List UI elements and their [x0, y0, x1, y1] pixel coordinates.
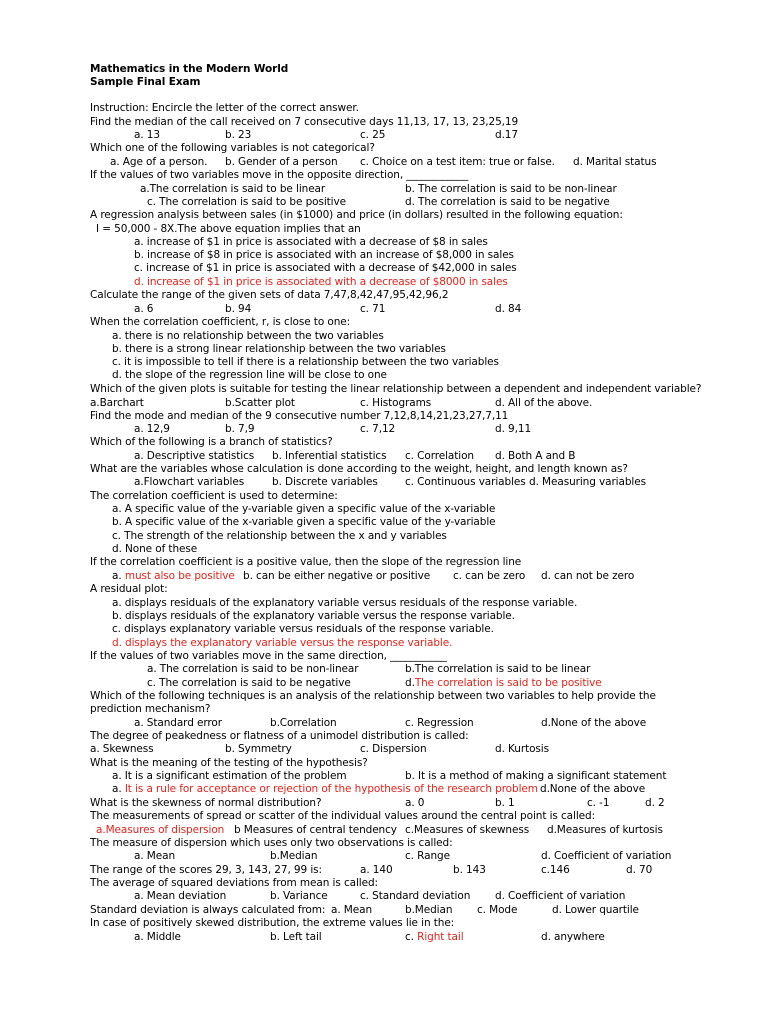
question-4: A regression analysis between sales (in $1000) and price (in dollars) resulted in the following equation:	[90, 209, 623, 221]
q5-option-a[interactable]: a. 6	[134, 303, 154, 315]
q5-option-c[interactable]: c. 71	[360, 303, 386, 315]
question-19: The measurements of spread or scatter of the individual values around the central point is called:	[90, 810, 596, 822]
q10-option-b[interactable]: b. Discrete variables	[272, 476, 378, 488]
q10-option-c[interactable]: c. Continuous variables	[405, 476, 526, 488]
q13-option-b[interactable]: b. displays residuals of the explanatory variable versus the response variable.	[112, 610, 515, 622]
q3-option-c[interactable]: c. The correlation is said to be positive	[147, 196, 346, 208]
q17-option-b[interactable]: b. It is a method of making a significant statement	[405, 770, 667, 782]
q23-option-c[interactable]: c. Mode	[477, 904, 518, 916]
question-5: Calculate the range of the given sets of data 7,47,8,42,47,95,42,96,2	[90, 289, 449, 301]
question-15: Which of the following techniques is an analysis of the relationship between two variables to help provide the	[90, 690, 656, 702]
q10-option-a[interactable]: a.Flowchart variables	[134, 476, 245, 488]
q13-option-c[interactable]: c. displays explanatory variable versus residuals of the response variable.	[112, 623, 494, 635]
q7-option-b[interactable]: b.Scatter plot	[225, 397, 295, 409]
q15-option-c[interactable]: c. Regression	[405, 717, 474, 729]
q14-option-a[interactable]: a. The correlation is said to be non-linear	[147, 663, 359, 675]
q14-option-d-letter: d.	[405, 677, 415, 689]
question-9: Which of the following is a branch of statistics?	[90, 436, 333, 448]
q21-option-d[interactable]: d. 70	[626, 864, 653, 876]
question-3: If the values of two variables move in the opposite direction, ____________	[90, 169, 469, 181]
question-21: The range of the scores 29, 3, 143, 27, 99 is:	[90, 864, 322, 876]
q2-option-d[interactable]: d. Marital status	[573, 156, 657, 168]
q17-option-d[interactable]: d.None of the above	[540, 783, 646, 795]
q16-option-a[interactable]: a. Skewness	[90, 743, 154, 755]
q1-option-a[interactable]: a. 13	[134, 129, 160, 141]
question-22: The average of squared deviations from mean is called:	[90, 877, 378, 889]
question-10: What are the variables whose calculation is done according to the weight, height, and length known as?	[90, 463, 628, 475]
instruction: Instruction: Encircle the letter of the correct answer.	[90, 102, 359, 114]
question-12: If the correlation coefficient is a positive value, then the slope of the regression line	[90, 556, 522, 568]
q23-option-d[interactable]: d. Lower quartile	[552, 904, 639, 916]
q5-option-d[interactable]: d. 84	[495, 303, 522, 315]
q1-option-b[interactable]: b. 23	[225, 129, 252, 141]
q6-option-c[interactable]: c. it is impossible to tell if there is a relationship between the two variables	[112, 356, 499, 368]
question-7: Which of the given plots is suitable for testing the linear relationship between a dependent and independent variable?	[90, 383, 702, 395]
question-8: Find the mode and median of the 9 consecutive number 7,12,8,14,21,23,27,7,11	[90, 410, 509, 422]
q7-option-d[interactable]: d. All of the above.	[495, 397, 593, 409]
q22-option-b[interactable]: b. Variance	[270, 890, 328, 902]
q16-option-c[interactable]: c. Dispersion	[360, 743, 427, 755]
q5-option-b[interactable]: b. 94	[225, 303, 252, 315]
q1-option-d[interactable]: d.17	[495, 129, 518, 141]
q2-option-c[interactable]: c. Choice on a test item: true or false.	[360, 156, 555, 168]
q9-option-d[interactable]: d. Both A and B	[495, 450, 576, 462]
q18-option-d[interactable]: d. 2	[645, 797, 665, 809]
q17-option-c-correct: It is a rule for acceptance or rejection of the hypothesis of the research problem	[124, 783, 538, 795]
q20-option-a[interactable]: a. Mean	[134, 850, 176, 862]
q6-option-d[interactable]: d. the slope of the regression line will be close to one	[112, 369, 387, 381]
question-23: Standard deviation is always calculated from:	[90, 904, 326, 916]
q8-option-c[interactable]: c. 7,12	[360, 423, 396, 435]
q12-option-a[interactable]	[112, 570, 235, 583]
document-subtitle: Sample Final Exam	[90, 76, 201, 88]
q6-option-b[interactable]: b. there is a strong linear relationship between the two variables	[112, 343, 446, 355]
q19-option-a-correct[interactable]: a.Measures of dispersion	[96, 824, 225, 836]
q8-option-b[interactable]: b. 7,9	[225, 423, 255, 435]
question-20: The measure of dispersion which uses only two observations is called:	[90, 837, 453, 849]
q10-option-d[interactable]: d. Measuring variables	[529, 476, 646, 488]
question-14: If the values of two variables move in the same direction, ___________	[90, 650, 447, 662]
question-2: Which one of the following variables is not categorical?	[90, 142, 375, 154]
q20-option-d[interactable]: d. Coefficient of variation	[541, 850, 672, 862]
q21-option-a[interactable]: a. 140	[360, 864, 393, 876]
q12-option-c[interactable]: c. can be zero	[453, 570, 526, 582]
q2-option-a[interactable]: a. Age of a person.	[110, 156, 208, 168]
q17-option-a[interactable]: a. It is a significant estimation of the problem	[112, 770, 347, 782]
question-18: What is the skewness of normal distribution?	[90, 797, 322, 809]
q16-option-d[interactable]: d. Kurtosis	[495, 743, 549, 755]
q17-option-c[interactable]	[112, 783, 538, 796]
q17-option-c-letter: a.	[112, 783, 125, 795]
q3-option-a[interactable]: a.The correlation is said to be linear	[140, 183, 326, 195]
question-15-line-2: prediction mechanism?	[90, 703, 211, 715]
document-title: Mathematics in the Modern World	[90, 63, 289, 75]
q6-option-a[interactable]: a. there is no relationship between the two variables	[112, 330, 384, 342]
q9-option-a[interactable]: a. Descriptive statistics	[134, 450, 255, 462]
q12-option-b[interactable]: b. can be either negative or positive	[243, 570, 431, 582]
q4-option-c[interactable]: c. increase of $1 in price is associated with a decrease of $42,000 in sales	[134, 262, 517, 274]
q22-option-c[interactable]: c. Standard deviation	[360, 890, 471, 902]
q14-option-b[interactable]: b.The correlation is said to be linear	[405, 663, 591, 675]
q20-option-b[interactable]: b.Median	[270, 850, 318, 862]
q1-option-c[interactable]: c. 25	[360, 129, 386, 141]
q19-option-b[interactable]: b Measures of central tendency	[234, 824, 397, 836]
q11-option-d[interactable]: d. None of these	[112, 543, 198, 555]
q24-option-a[interactable]: a. Middle	[134, 931, 181, 943]
q16-option-b[interactable]: b. Symmetry	[225, 743, 292, 755]
q13-option-a[interactable]: a. displays residuals of the explanatory variable versus residuals of the response variable.	[112, 597, 578, 609]
q24-option-c-letter: c.	[405, 931, 418, 943]
q12-option-a-correct: must also be positive	[124, 570, 235, 582]
question-1: Find the median of the call received on 7 consecutive days 11,13, 17, 13, 23,25,19	[90, 116, 519, 128]
q8-option-a[interactable]: a. 12,9	[134, 423, 170, 435]
q13-option-d-correct[interactable]: d. displays the explanatory variable versus the response variable.	[112, 637, 453, 649]
q11-option-c[interactable]: c. The strength of the relationship between the x and y variables	[112, 530, 447, 542]
q7-option-a[interactable]: a.Barchart	[90, 397, 144, 409]
q20-option-c[interactable]: c. Range	[405, 850, 450, 862]
q15-option-d[interactable]: d.None of the above	[541, 717, 647, 729]
question-13: A residual plot:	[90, 583, 168, 595]
q24-option-c[interactable]	[405, 931, 464, 944]
q15-option-b[interactable]: b.Correlation	[270, 717, 337, 729]
q21-option-b[interactable]: b. 143	[453, 864, 486, 876]
q23-option-a[interactable]: a. Mean	[331, 904, 373, 916]
q14-option-d-correct: The correlation is said to be positive	[414, 677, 602, 689]
q3-option-b[interactable]: b. The correlation is said to be non-linear	[405, 183, 617, 195]
q18-option-c[interactable]: c. -1	[587, 797, 610, 809]
q18-option-b[interactable]: b. 1	[495, 797, 515, 809]
q14-option-d[interactable]	[405, 677, 602, 690]
question-6: When the correlation coefficient, r, is close to one:	[90, 316, 351, 328]
q9-option-c[interactable]: c. Correlation	[405, 450, 474, 462]
question-24: In case of positively skewed distribution, the extreme values lie in the:	[90, 917, 455, 929]
q3-option-d[interactable]: d. The correlation is said to be negative	[405, 196, 610, 208]
q24-option-c-correct: Right tail	[417, 931, 464, 943]
q19-option-d[interactable]: d.Measures of kurtosis	[547, 824, 663, 836]
q9-option-b[interactable]: b. Inferential statistics	[272, 450, 387, 462]
question-4-line-2: I = 50,000 - 8X.The above equation implies that an	[96, 223, 361, 235]
q7-option-c[interactable]: c. Histograms	[360, 397, 432, 409]
q12-option-a-letter: a.	[112, 570, 125, 582]
q4-option-b[interactable]: b. increase of $8 in price is associated with an increase of $8,000 in sales	[134, 249, 514, 261]
q11-option-b[interactable]: b. A specific value of the x-variable given a specific value of the y-variable	[112, 516, 496, 528]
q4-option-d-correct[interactable]: d. increase of $1 in price is associated with a decrease of $8000 in sales	[134, 276, 508, 288]
q8-option-d[interactable]: d. 9,11	[495, 423, 532, 435]
q18-option-a[interactable]: a. 0	[405, 797, 425, 809]
q14-option-c[interactable]: c. The correlation is said to be negative	[147, 677, 351, 689]
q4-option-a[interactable]: a. increase of $1 in price is associated with a decrease of $8 in sales	[134, 236, 488, 248]
q15-option-a[interactable]: a. Standard error	[134, 717, 222, 729]
q23-option-b[interactable]: b.Median	[405, 904, 453, 916]
question-11: The correlation coefficient is used to determine:	[90, 490, 338, 502]
question-16: The degree of peakedness or flatness of a unimodel distribution is called:	[90, 730, 469, 742]
q12-option-d[interactable]: d. can not be zero	[541, 570, 635, 582]
q19-option-c[interactable]: c.Measures of skewness	[405, 824, 530, 836]
question-17: What is the meaning of the testing of the hypothesis?	[90, 757, 368, 769]
q24-option-b[interactable]: b. Left tail	[270, 931, 322, 943]
q22-option-d[interactable]: d. Coefficient of variation	[495, 890, 626, 902]
q11-option-a[interactable]: a. A specific value of the y-variable given a specific value of the x-variable	[112, 503, 496, 515]
q21-option-c[interactable]: c.146	[541, 864, 570, 876]
q24-option-d[interactable]: d. anywhere	[541, 931, 605, 943]
q2-option-b[interactable]: b. Gender of a person	[225, 156, 338, 168]
q22-option-a[interactable]: a. Mean deviation	[134, 890, 227, 902]
